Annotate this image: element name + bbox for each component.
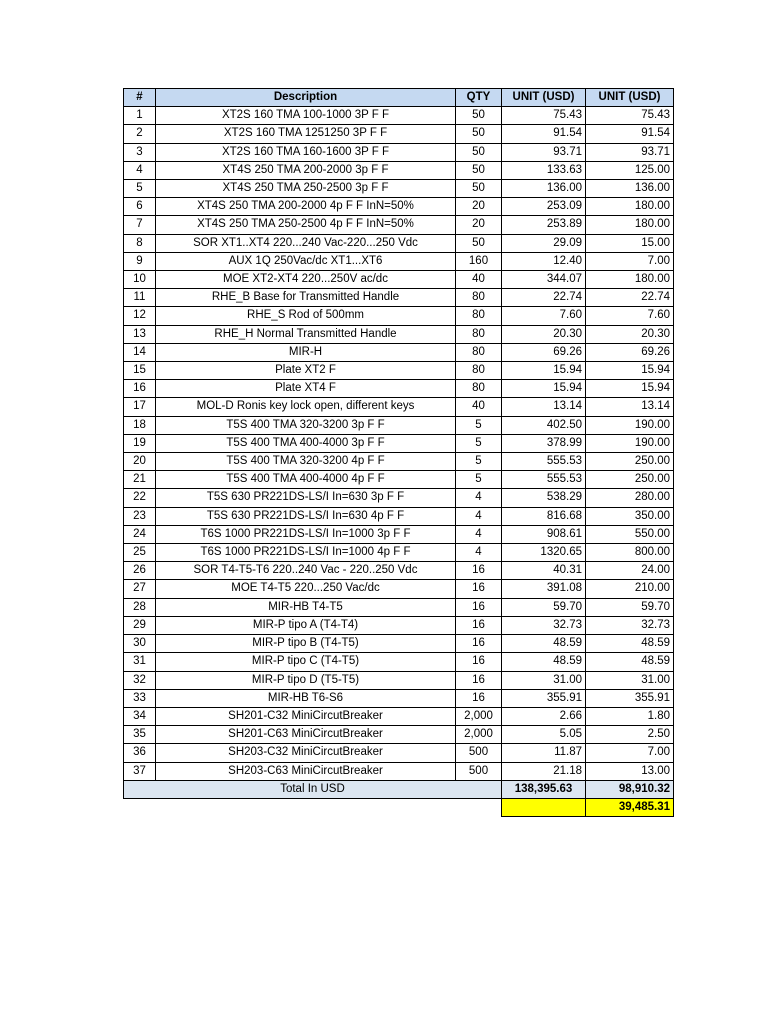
- row-description: XT4S 250 TMA 250-2500 4p F F InN=50%: [156, 216, 456, 234]
- difference-value: 39,485.31: [586, 798, 674, 816]
- row-description: T5S 400 TMA 320-3200 4p F F: [156, 453, 456, 471]
- row-unit-price-discounted: 350.00: [586, 507, 674, 525]
- row-unit-price: 11.87: [502, 744, 586, 762]
- row-unit-price: 555.53: [502, 471, 586, 489]
- table-row: [124, 343, 674, 361]
- row-description: XT4S 250 TMA 200-2000 3p F F: [156, 161, 456, 179]
- row-unit-price-discounted: 180.00: [586, 198, 674, 216]
- row-number: 37: [124, 762, 156, 780]
- table-row: [124, 562, 674, 580]
- row-unit-price: 91.54: [502, 125, 586, 143]
- row-qty: 4: [456, 525, 502, 543]
- row-unit-price-discounted: 48.59: [586, 653, 674, 671]
- row-description: T5S 400 TMA 400-4000 3p F F: [156, 434, 456, 452]
- row-qty: 40: [456, 271, 502, 289]
- row-unit-price: 48.59: [502, 653, 586, 671]
- row-qty: 16: [456, 653, 502, 671]
- row-unit-price-discounted: 15.94: [586, 380, 674, 398]
- row-unit-price: 136.00: [502, 180, 586, 198]
- row-unit-price: 75.43: [502, 107, 586, 125]
- row-qty: 4: [456, 489, 502, 507]
- row-unit-price: 538.29: [502, 489, 586, 507]
- row-unit-price: 21.18: [502, 762, 586, 780]
- row-description: XT4S 250 TMA 250-2500 3p F F: [156, 180, 456, 198]
- row-description: XT4S 250 TMA 200-2000 4p F F InN=50%: [156, 198, 456, 216]
- difference-spacer: [124, 798, 502, 816]
- table-row: [124, 325, 674, 343]
- table-row: [124, 180, 674, 198]
- row-number: 31: [124, 653, 156, 671]
- row-unit-price: 12.40: [502, 252, 586, 270]
- row-number: 24: [124, 525, 156, 543]
- row-number: 34: [124, 707, 156, 725]
- row-number: 30: [124, 635, 156, 653]
- row-description: AUX 1Q 250Vac/dc XT1...XT6: [156, 252, 456, 270]
- row-description: MOE T4-T5 220...250 Vac/dc: [156, 580, 456, 598]
- row-unit-price-discounted: 75.43: [586, 107, 674, 125]
- row-description: MOE XT2-XT4 220...250V ac/dc: [156, 271, 456, 289]
- table-row: [124, 580, 674, 598]
- row-unit-price-discounted: 91.54: [586, 125, 674, 143]
- table-row: [124, 143, 674, 161]
- row-unit-price-discounted: 280.00: [586, 489, 674, 507]
- table-row: [124, 271, 674, 289]
- row-number: 20: [124, 453, 156, 471]
- row-unit-price-discounted: 7.00: [586, 744, 674, 762]
- row-unit-price-discounted: 7.60: [586, 307, 674, 325]
- difference-blank-cell: [502, 798, 586, 816]
- row-qty: 50: [456, 143, 502, 161]
- row-number: 4: [124, 161, 156, 179]
- row-unit-price-discounted: 20.30: [586, 325, 674, 343]
- row-number: 26: [124, 562, 156, 580]
- row-description: Plate XT4 F: [156, 380, 456, 398]
- table-row: [124, 489, 674, 507]
- table-row: [124, 707, 674, 725]
- row-unit-price-discounted: 190.00: [586, 416, 674, 434]
- row-qty: 50: [456, 234, 502, 252]
- table-row: [124, 252, 674, 270]
- row-description: T6S 1000 PR221DS-LS/I In=1000 3p F F: [156, 525, 456, 543]
- row-number: 2: [124, 125, 156, 143]
- table-row: [124, 726, 674, 744]
- row-number: 1: [124, 107, 156, 125]
- row-number: 25: [124, 544, 156, 562]
- row-unit-price-discounted: 800.00: [586, 544, 674, 562]
- row-unit-price-discounted: 93.71: [586, 143, 674, 161]
- row-unit-price-discounted: 250.00: [586, 471, 674, 489]
- row-number: 9: [124, 252, 156, 270]
- table-row: [124, 216, 674, 234]
- row-number: 8: [124, 234, 156, 252]
- table-row: [124, 289, 674, 307]
- row-number: 18: [124, 416, 156, 434]
- row-description: T5S 400 TMA 400-4000 4p F F: [156, 471, 456, 489]
- row-description: SH201-C63 MiniCircutBreaker: [156, 726, 456, 744]
- row-description: RHE_H Normal Transmitted Handle: [156, 325, 456, 343]
- row-description: SH201-C32 MiniCircutBreaker: [156, 707, 456, 725]
- table-row: [124, 307, 674, 325]
- row-unit-price: 15.94: [502, 362, 586, 380]
- row-unit-price: 31.00: [502, 671, 586, 689]
- total-unit-price-discounted: 98,910.32: [586, 780, 674, 798]
- row-unit-price: 391.08: [502, 580, 586, 598]
- table-row: [124, 398, 674, 416]
- row-unit-price: 59.70: [502, 598, 586, 616]
- row-description: MIR-P tipo A (T4-T4): [156, 616, 456, 634]
- table-row: [124, 125, 674, 143]
- row-qty: 80: [456, 307, 502, 325]
- row-qty: 16: [456, 562, 502, 580]
- row-unit-price: 32.73: [502, 616, 586, 634]
- table-row: [124, 380, 674, 398]
- row-qty: 50: [456, 125, 502, 143]
- row-unit-price-discounted: 125.00: [586, 161, 674, 179]
- table-row: [124, 635, 674, 653]
- row-qty: 5: [456, 416, 502, 434]
- row-unit-price-discounted: 136.00: [586, 180, 674, 198]
- row-qty: 4: [456, 507, 502, 525]
- difference-row: [124, 798, 674, 816]
- row-unit-price: 133.63: [502, 161, 586, 179]
- header-number: #: [124, 89, 156, 107]
- row-unit-price: 5.05: [502, 726, 586, 744]
- table-row: [124, 598, 674, 616]
- row-qty: 80: [456, 343, 502, 361]
- row-unit-price: 40.31: [502, 562, 586, 580]
- row-unit-price-discounted: 13.14: [586, 398, 674, 416]
- table-row: [124, 362, 674, 380]
- row-qty: 20: [456, 216, 502, 234]
- row-number: 11: [124, 289, 156, 307]
- row-number: 3: [124, 143, 156, 161]
- row-unit-price-discounted: 180.00: [586, 271, 674, 289]
- row-description: XT2S 160 TMA 160-1600 3P F F: [156, 143, 456, 161]
- row-qty: 50: [456, 180, 502, 198]
- row-number: 27: [124, 580, 156, 598]
- row-number: 13: [124, 325, 156, 343]
- row-number: 22: [124, 489, 156, 507]
- row-number: 14: [124, 343, 156, 361]
- row-qty: 16: [456, 635, 502, 653]
- row-qty: 80: [456, 289, 502, 307]
- row-unit-price-discounted: 210.00: [586, 580, 674, 598]
- table-row: [124, 744, 674, 762]
- table-row: [124, 507, 674, 525]
- row-qty: 80: [456, 362, 502, 380]
- header-row: [124, 89, 674, 107]
- row-qty: 160: [456, 252, 502, 270]
- row-unit-price-discounted: 22.74: [586, 289, 674, 307]
- row-description: SOR XT1..XT4 220...240 Vac-220...250 Vdc: [156, 234, 456, 252]
- row-number: 29: [124, 616, 156, 634]
- row-unit-price-discounted: 190.00: [586, 434, 674, 452]
- row-qty: 16: [456, 689, 502, 707]
- table-row: [124, 671, 674, 689]
- row-qty: 50: [456, 107, 502, 125]
- row-unit-price: 20.30: [502, 325, 586, 343]
- row-description: MIR-HB T6-S6: [156, 689, 456, 707]
- row-qty: 80: [456, 325, 502, 343]
- row-qty: 2,000: [456, 707, 502, 725]
- row-description: SOR T4-T5-T6 220..240 Vac - 220..250 Vdc: [156, 562, 456, 580]
- table-row: [124, 198, 674, 216]
- row-unit-price: 29.09: [502, 234, 586, 252]
- row-unit-price-discounted: 250.00: [586, 453, 674, 471]
- row-description: RHE_S Rod of 500mm: [156, 307, 456, 325]
- row-unit-price: 93.71: [502, 143, 586, 161]
- row-unit-price-discounted: 69.26: [586, 343, 674, 361]
- row-number: 33: [124, 689, 156, 707]
- row-unit-price-discounted: 180.00: [586, 216, 674, 234]
- row-number: 7: [124, 216, 156, 234]
- row-description: MIR-P tipo B (T4-T5): [156, 635, 456, 653]
- row-description: SH203-C63 MiniCircutBreaker: [156, 762, 456, 780]
- row-description: T5S 400 TMA 320-3200 3p F F: [156, 416, 456, 434]
- row-description: Plate XT2 F: [156, 362, 456, 380]
- row-unit-price: 355.91: [502, 689, 586, 707]
- table-row: [124, 161, 674, 179]
- row-description: XT2S 160 TMA 1251250 3P F F: [156, 125, 456, 143]
- row-description: MIR-P tipo C (T4-T5): [156, 653, 456, 671]
- row-qty: 500: [456, 762, 502, 780]
- row-unit-price: 253.89: [502, 216, 586, 234]
- row-number: 15: [124, 362, 156, 380]
- row-number: 32: [124, 671, 156, 689]
- row-qty: 5: [456, 453, 502, 471]
- row-unit-price-discounted: 15.94: [586, 362, 674, 380]
- row-qty: 500: [456, 744, 502, 762]
- row-number: 21: [124, 471, 156, 489]
- row-description: MOL-D Ronis key lock open, different keys: [156, 398, 456, 416]
- row-unit-price: 908.61: [502, 525, 586, 543]
- total-label: Total In USD: [124, 780, 502, 798]
- row-description: MIR-HB T4-T5: [156, 598, 456, 616]
- row-unit-price-discounted: 550.00: [586, 525, 674, 543]
- row-number: 6: [124, 198, 156, 216]
- row-unit-price: 344.07: [502, 271, 586, 289]
- table-row: [124, 434, 674, 452]
- header-description: Description: [156, 89, 456, 107]
- row-unit-price: 22.74: [502, 289, 586, 307]
- row-unit-price: 816.68: [502, 507, 586, 525]
- table-body: [124, 107, 674, 781]
- row-unit-price: 69.26: [502, 343, 586, 361]
- row-description: SH203-C32 MiniCircutBreaker: [156, 744, 456, 762]
- row-description: XT2S 160 TMA 100-1000 3P F F: [156, 107, 456, 125]
- row-number: 23: [124, 507, 156, 525]
- header-unit-price-discounted: UNIT (USD): [586, 89, 674, 107]
- row-number: 10: [124, 271, 156, 289]
- row-unit-price-discounted: 31.00: [586, 671, 674, 689]
- row-number: 5: [124, 180, 156, 198]
- row-unit-price-discounted: 48.59: [586, 635, 674, 653]
- total-row: [124, 780, 674, 798]
- row-unit-price-discounted: 59.70: [586, 598, 674, 616]
- table-row: [124, 616, 674, 634]
- row-qty: 16: [456, 616, 502, 634]
- row-unit-price: 253.09: [502, 198, 586, 216]
- row-unit-price: 378.99: [502, 434, 586, 452]
- row-qty: 16: [456, 598, 502, 616]
- row-description: T5S 630 PR221DS-LS/I In=630 4p F F: [156, 507, 456, 525]
- table-row: [124, 762, 674, 780]
- row-number: 16: [124, 380, 156, 398]
- row-unit-price: 402.50: [502, 416, 586, 434]
- table-row: [124, 107, 674, 125]
- table-row: [124, 416, 674, 434]
- table-row: [124, 234, 674, 252]
- row-number: 28: [124, 598, 156, 616]
- row-qty: 40: [456, 398, 502, 416]
- row-description: RHE_B Base for Transmitted Handle: [156, 289, 456, 307]
- row-qty: 5: [456, 434, 502, 452]
- row-unit-price-discounted: 2.50: [586, 726, 674, 744]
- header-unit-price: UNIT (USD): [502, 89, 586, 107]
- row-unit-price: 555.53: [502, 453, 586, 471]
- row-unit-price-discounted: 24.00: [586, 562, 674, 580]
- row-number: 19: [124, 434, 156, 452]
- row-description: MIR-P tipo D (T5-T5): [156, 671, 456, 689]
- table-row: [124, 653, 674, 671]
- row-unit-price: 13.14: [502, 398, 586, 416]
- row-unit-price: 7.60: [502, 307, 586, 325]
- header-qty: QTY: [456, 89, 502, 107]
- row-qty: 5: [456, 471, 502, 489]
- row-unit-price: 2.66: [502, 707, 586, 725]
- row-number: 12: [124, 307, 156, 325]
- table-row: [124, 453, 674, 471]
- row-unit-price: 15.94: [502, 380, 586, 398]
- row-qty: 4: [456, 544, 502, 562]
- row-qty: 20: [456, 198, 502, 216]
- row-qty: 16: [456, 580, 502, 598]
- row-number: 36: [124, 744, 156, 762]
- row-qty: 50: [456, 161, 502, 179]
- table-row: [124, 544, 674, 562]
- row-qty: 2,000: [456, 726, 502, 744]
- row-unit-price-discounted: 13.00: [586, 762, 674, 780]
- total-unit-price: 138,395.63: [502, 780, 586, 798]
- row-description: MIR-H: [156, 343, 456, 361]
- table-row: [124, 471, 674, 489]
- row-unit-price-discounted: 32.73: [586, 616, 674, 634]
- row-unit-price-discounted: 355.91: [586, 689, 674, 707]
- row-qty: 16: [456, 671, 502, 689]
- price-table: [123, 88, 674, 817]
- table-row: [124, 689, 674, 707]
- row-unit-price-discounted: 7.00: [586, 252, 674, 270]
- row-unit-price-discounted: 1.80: [586, 707, 674, 725]
- row-unit-price-discounted: 15.00: [586, 234, 674, 252]
- row-unit-price: 48.59: [502, 635, 586, 653]
- table-row: [124, 525, 674, 543]
- row-unit-price: 1320.65: [502, 544, 586, 562]
- row-description: T5S 630 PR221DS-LS/I In=630 3p F F: [156, 489, 456, 507]
- row-qty: 80: [456, 380, 502, 398]
- row-number: 17: [124, 398, 156, 416]
- row-description: T6S 1000 PR221DS-LS/I In=1000 4p F F: [156, 544, 456, 562]
- price-table-container: [123, 88, 674, 817]
- row-number: 35: [124, 726, 156, 744]
